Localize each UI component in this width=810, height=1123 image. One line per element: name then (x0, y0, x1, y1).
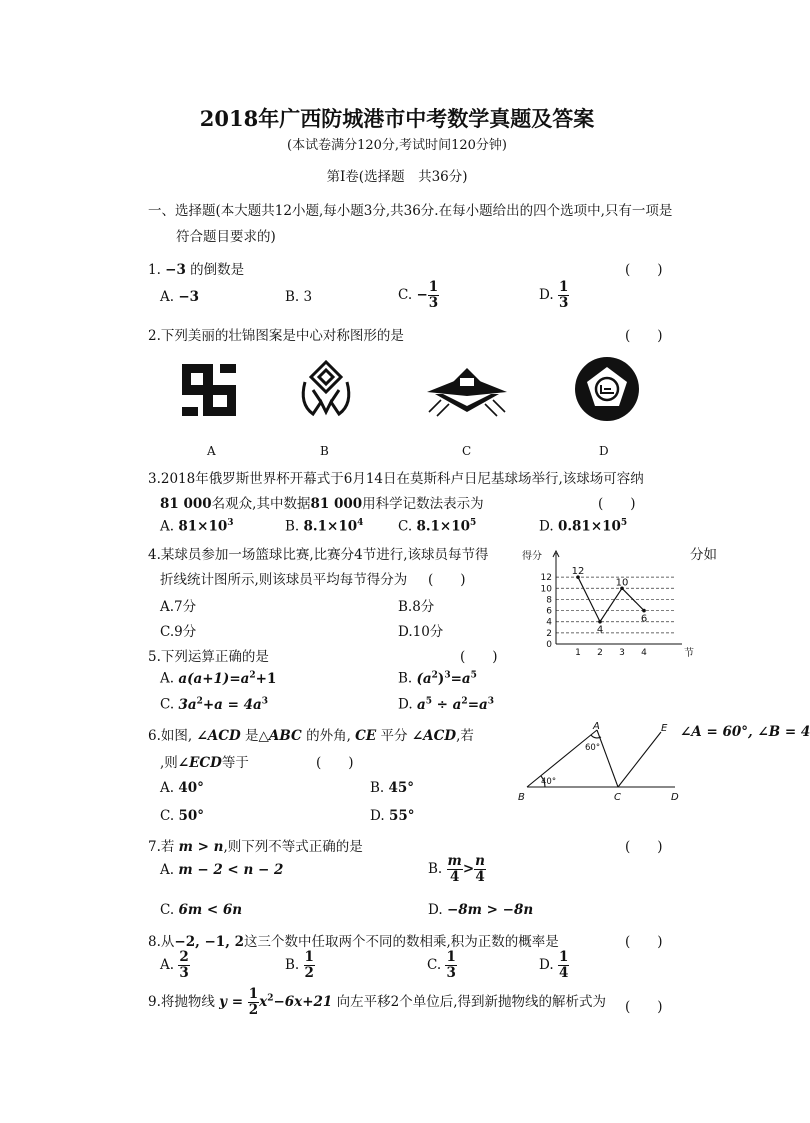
data-label-4: 6 (640, 613, 648, 625)
q2-pattern-a (178, 360, 240, 420)
subtitle: (本试卷满分120分,考试时间120分钟) (287, 138, 507, 153)
x-tick-label-4: 4 (641, 648, 647, 658)
data-label-3: 10 (615, 577, 629, 589)
x-tick-label-3: 3 (619, 648, 625, 658)
y-tick-label-10: 10 (540, 584, 552, 595)
q6-option-c: C. 50° (160, 808, 204, 824)
q2-label-c: C (462, 444, 472, 458)
q2-answer-paren: ( ) (625, 328, 663, 344)
label-c: C (614, 792, 621, 803)
q4-line-chart (520, 545, 694, 660)
q3-option-a: A. $81\times 10^3$ (160, 518, 234, 535)
q2-label-d: D (599, 444, 609, 458)
q7-option-b: B. $\frac{m}{4}$ > $\frac{n}{4}$ (428, 853, 485, 885)
q4-answer-paren: ( ) (428, 572, 466, 588)
q3-stem-line1: 3.2018年俄罗斯世界杯开幕式于6月14日在莫斯科卢日尼基球场举行,该球场可容纳 (148, 471, 644, 487)
q6-option-a: A. 40° (160, 780, 204, 796)
q6-answer-paren: ( ) (316, 755, 354, 771)
y-axis-label: 得分 (522, 551, 542, 562)
q1-option-a: A. −3 (160, 289, 200, 305)
q4-option-a: A.7分 (160, 599, 197, 615)
q5-option-d: D. $a^5 \div a^2=a^3$ (398, 696, 495, 713)
q2-pattern-b (295, 358, 357, 420)
q9-stem: 9.将抛物线 y = $\frac{1}{2}$ $x^2-6x+21$ 向左平移2个单位后,得到新抛物线的解析式为 (148, 986, 606, 1018)
q3-answer-paren: ( ) (598, 496, 636, 512)
y-tick-label-12: 12 (540, 573, 552, 584)
q9-answer-paren: ( ) (625, 999, 663, 1015)
q8-option-a: A. $\frac{2}{3}$ (160, 949, 189, 981)
q5-stem: 5.下列运算正确的是 (148, 649, 269, 665)
segment-ac (597, 730, 618, 787)
q8-option-d: D. $\frac{1}{4}$ (539, 949, 569, 981)
q2-pattern-c (425, 362, 509, 418)
q8-answer-paren: ( ) (625, 934, 663, 950)
y-tick-label-6: 6 (546, 606, 552, 617)
q1-stem: 1. −3 的倒数是 (148, 262, 245, 278)
label-d: D (671, 792, 679, 803)
q4-stem-tail: 分如 (690, 547, 717, 563)
q6-option-d: D. 55° (370, 808, 415, 824)
page-title: 2018年广西防城港市中考数学真题及答案 (199, 106, 595, 131)
data-point-4 (642, 609, 646, 613)
q4-option-c: C.9分 (160, 624, 197, 640)
q1-option-d: D. $\frac{1}{3}$ (539, 279, 569, 311)
y-tick-label-8: 8 (546, 595, 552, 606)
label-a: A (593, 721, 600, 732)
y-tick-label-0: 0 (546, 640, 552, 650)
q5-option-b: B. $(a^2)^3=a^5$ (398, 670, 477, 687)
q6-stem-line2: ,则∠ECD等于 (160, 755, 249, 771)
q7-stem: 7.若 m > n,则下列不等式正确的是 (148, 839, 363, 855)
q3-option-c: C. $8.1\times 10^5$ (398, 518, 477, 535)
q1-answer-paren: ( ) (625, 262, 663, 278)
q6-stem-line1: 6.如图, ∠ACD 是△ABC 的外角, CE 平分 ∠ACD,若 (148, 728, 474, 744)
q4-stem-line1: 4.某球员参加一场篮球比赛,比赛分4节进行,该球员每节得 (148, 547, 489, 563)
q7-answer-paren: ( ) (625, 839, 663, 855)
section-heading-line1: 一、选择题(本大题共12小题,每小题3分,共36分.在每小题给出的四个选项中,只有一项是 (148, 203, 673, 219)
volume-heading: 第Ⅰ卷(选择题 共36分) (326, 169, 468, 185)
q2-label-a: A (207, 444, 216, 458)
q6-option-b: B. 45° (370, 780, 415, 796)
q1-option-b: B. 3 (285, 289, 313, 305)
q3-option-d: D. $0.81\times 10^5$ (539, 518, 628, 535)
q4-option-b: B.8分 (398, 599, 435, 615)
q7-option-a: A. m − 2 < n − 2 (160, 862, 284, 878)
q4-stem-line2: 折线统计图所示,则该球员平均每节得分为 (160, 572, 408, 588)
y-tick-label-2: 2 (546, 628, 552, 639)
q6-stem-tail: ∠A = 60°, ∠B = 4 (680, 724, 810, 740)
q3-stem-line2: 81 000名观众,其中数据81 000用科学记数法表示为 (160, 496, 484, 512)
ray-ce (618, 732, 661, 787)
data-label-2: 4 (596, 624, 604, 636)
q7-option-d: D. −8m > −8n (428, 902, 534, 918)
q5-option-a: A. $a(a+1)=a^2+1$ (160, 670, 277, 687)
label-e: E (661, 723, 668, 734)
q3-option-b: B. $8.1\times 10^4$ (285, 518, 364, 535)
data-point-2 (598, 620, 602, 624)
q7-option-c: C. 6m < 6n (160, 902, 243, 918)
label-b: B (518, 792, 525, 803)
x-tick-label-1: 1 (575, 648, 581, 658)
y-tick-label-4: 4 (546, 617, 552, 628)
segment-ba (527, 730, 597, 787)
q4-option-d: D.10分 (398, 624, 444, 640)
q2-pattern-d (573, 355, 641, 423)
section-heading-line2: 符合题目要求的) (176, 229, 276, 245)
angle-a-label: 60° (585, 743, 601, 753)
q8-stem: 8.从−2, −1, 2这三个数中任取两个不同的数相乘,积为正数的概率是 (148, 934, 559, 950)
angle-b-label: 40° (541, 777, 557, 787)
q1-option-c: C. − $\frac{1}{3}$ (398, 279, 439, 311)
q2-stem: 2.下列美丽的壮锦图案是中心对称图形的是 (148, 328, 404, 344)
q5-option-c: C. $3a^2+a = 4a^3$ (160, 696, 269, 713)
q2-label-b: B (320, 444, 329, 458)
q6-triangle-figure (515, 720, 685, 802)
q8-option-c: C. $\frac{1}{3}$ (427, 949, 456, 981)
q5-answer-paren: ( ) (460, 649, 498, 665)
data-label-1: 12 (571, 566, 585, 578)
x-axis-label: 节 (684, 648, 694, 659)
q8-option-b: B. $\frac{1}{2}$ (285, 949, 314, 981)
x-tick-label-2: 2 (597, 648, 603, 658)
